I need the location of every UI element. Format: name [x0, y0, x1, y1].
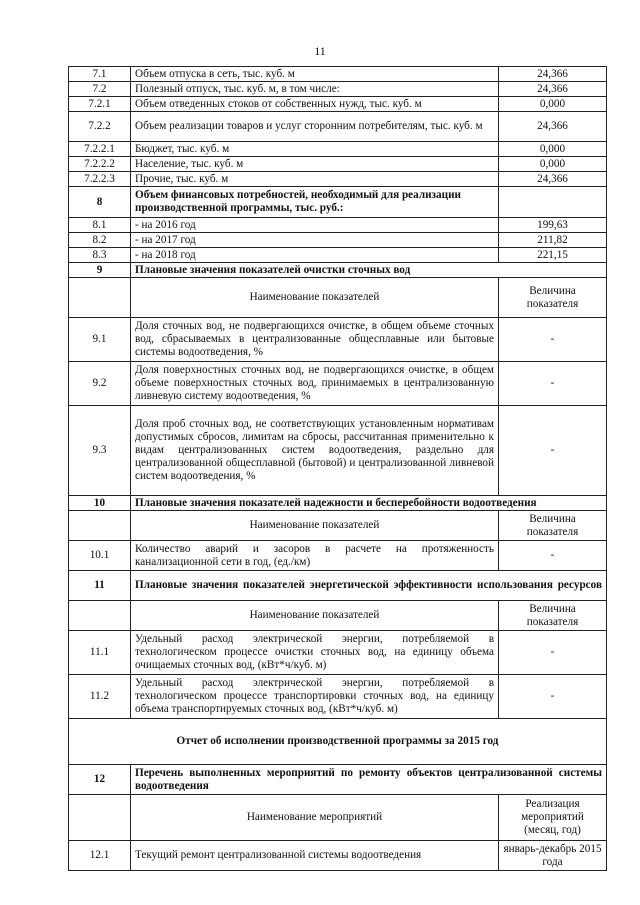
table-row [69, 675, 607, 719]
section-header [69, 263, 607, 278]
row-name: Население, тыс. куб. м [131, 157, 499, 172]
column-header-name: Наименование показателей [131, 601, 499, 631]
row-value: 221,15 [499, 248, 607, 263]
section-number: 10 [69, 496, 131, 511]
row-value: - [499, 406, 607, 496]
row-number: 12.1 [69, 841, 131, 871]
table-row [69, 82, 607, 97]
section-number: 9 [69, 263, 131, 278]
row-value: 0,000 [499, 97, 607, 112]
row-value: 24,366 [499, 67, 607, 82]
column-header-value: Величина показателя [499, 601, 607, 631]
table-row [69, 362, 607, 406]
table-row [69, 406, 607, 496]
row-number: 11.1 [69, 631, 131, 675]
table-row [69, 541, 607, 571]
column-header-name: Наименование мероприятий [131, 795, 499, 841]
column-header-value: Величина показателя [499, 278, 607, 318]
row-number: 7.1 [69, 67, 131, 82]
report-title-row [69, 719, 607, 765]
row-value: 211,82 [499, 233, 607, 248]
empty-cell [69, 511, 131, 541]
row-name: - на 2016 год [131, 218, 499, 233]
row-number: 7.2.2.1 [69, 142, 131, 157]
row-name: Удельный расход электрической энергии, потребляемой в технологическом процессе очистки сточных вод, на единицу объема очищаемых сточных вод, (кВт*ч/куб. м) [131, 631, 499, 675]
row-name: Количество аварий и засоров в расчете на протяженность канализационной сети в год, (ед./км) [131, 541, 499, 571]
row-number: 7.2.2.2 [69, 157, 131, 172]
row-name: Текущий ремонт централизованной системы водоотведения [131, 841, 499, 871]
row-number: 8.1 [69, 218, 131, 233]
column-header-value: Величина показателя [499, 511, 607, 541]
column-header-name: Наименование показателей [131, 278, 499, 318]
row-value: январь-декабрь 2015 года [499, 841, 607, 871]
table-row [69, 318, 607, 362]
section-header [69, 571, 607, 601]
empty-cell [69, 601, 131, 631]
section-number: 12 [69, 765, 131, 795]
row-number: 7.2.2.3 [69, 172, 131, 187]
empty-cell [499, 187, 607, 218]
row-number: 7.2.2 [69, 112, 131, 142]
table-row [69, 841, 607, 871]
row-value: - [499, 631, 607, 675]
row-number: 8.3 [69, 248, 131, 263]
row-name: Доля поверхностных сточных вод, не подвергающихся очистке, в общем объеме поверхностных сточных вод, принимаемых в централизованную ливневую систему водоотведения, % [131, 362, 499, 406]
section-title: Объем финансовых потребностей, необходимый для реализации производственной программы, тыс. руб.: [131, 187, 499, 218]
row-name: - на 2017 год [131, 233, 499, 248]
column-header-row [69, 795, 607, 841]
section-header [69, 765, 607, 795]
column-header-value: Реализация мероприятий (месяц, год) [499, 795, 607, 841]
section-title: Перечень выполненных мероприятий по ремонту объектов централизованной системы водоотведения [131, 765, 607, 795]
row-name: Объем отведенных стоков от собственных нужд, тыс. куб. м [131, 97, 499, 112]
empty-cell [69, 278, 131, 318]
table-row [69, 233, 607, 248]
row-value: 24,366 [499, 112, 607, 142]
row-value: - [499, 541, 607, 571]
section-title: Плановые значения показателей очистки сточных вод [131, 263, 607, 278]
section-header [69, 496, 607, 511]
row-name: Бюджет, тыс. куб. м [131, 142, 499, 157]
column-header-row [69, 601, 607, 631]
table-row [69, 157, 607, 172]
table-row [69, 172, 607, 187]
row-number: 11.2 [69, 675, 131, 719]
row-value: - [499, 675, 607, 719]
row-number: 9.1 [69, 318, 131, 362]
row-name: Объем реализации товаров и услуг сторонним потребителям, тыс. куб. м [131, 112, 499, 142]
section-number: 11 [69, 571, 131, 601]
column-header-row [69, 278, 607, 318]
column-header-row [69, 511, 607, 541]
row-number: 8.2 [69, 233, 131, 248]
row-number: 7.2.1 [69, 97, 131, 112]
row-name: Прочие, тыс. куб. м [131, 172, 499, 187]
program-table [68, 66, 607, 871]
table-row [69, 218, 607, 233]
empty-cell [69, 795, 131, 841]
section-number: 8 [69, 187, 131, 218]
row-name: Полезный отпуск, тыс. куб. м, в том числе: [131, 82, 499, 97]
table-row [69, 142, 607, 157]
section-title: Плановые значения показателей надежности и бесперебойности водоотведения [131, 496, 607, 511]
page-number: 11 [314, 44, 326, 58]
row-name: - на 2018 год [131, 248, 499, 263]
report-title: Отчет об исполнении производственной программы за 2015 год [69, 719, 607, 765]
row-value: 0,000 [499, 157, 607, 172]
row-value: - [499, 318, 607, 362]
table-row [69, 248, 607, 263]
table-row [69, 97, 607, 112]
row-value: 24,366 [499, 172, 607, 187]
table-row [69, 631, 607, 675]
row-number: 10.1 [69, 541, 131, 571]
table-row [69, 112, 607, 142]
row-value: - [499, 362, 607, 406]
row-value: 0,000 [499, 142, 607, 157]
row-number: 9.3 [69, 406, 131, 496]
table-row [69, 67, 607, 82]
row-number: 9.2 [69, 362, 131, 406]
row-value: 24,366 [499, 82, 607, 97]
column-header-name: Наименование показателей [131, 511, 499, 541]
row-name: Удельный расход электрической энергии, потребляемой в технологическом процессе транспортировки сточных вод, на единицу объема транспортируемых сточных вод, (кВт*ч/куб. м) [131, 675, 499, 719]
row-name: Объем отпуска в сеть, тыс. куб. м [131, 67, 499, 82]
row-name: Доля сточных вод, не подвергающихся очистке, в общем объеме сточных вод, сбрасываемых в централизованные общесплавные или бытовые системы водоотведения, % [131, 318, 499, 362]
row-value: 199,63 [499, 218, 607, 233]
row-name: Доля проб сточных вод, не соответствующих установленным нормативам допустимых сбросов, лимитам на сбросы, рассчитанная применительно к видам централизованных систем водоотведения, раздельно для централизованной общесплавной (бытовой) и централизованной ливневой систем водоотведения, % [131, 406, 499, 496]
section-title: Плановые значения показателей энергетической эффективности использования ресурсов [131, 571, 607, 601]
section-header [69, 187, 607, 218]
row-number: 7.2 [69, 82, 131, 97]
